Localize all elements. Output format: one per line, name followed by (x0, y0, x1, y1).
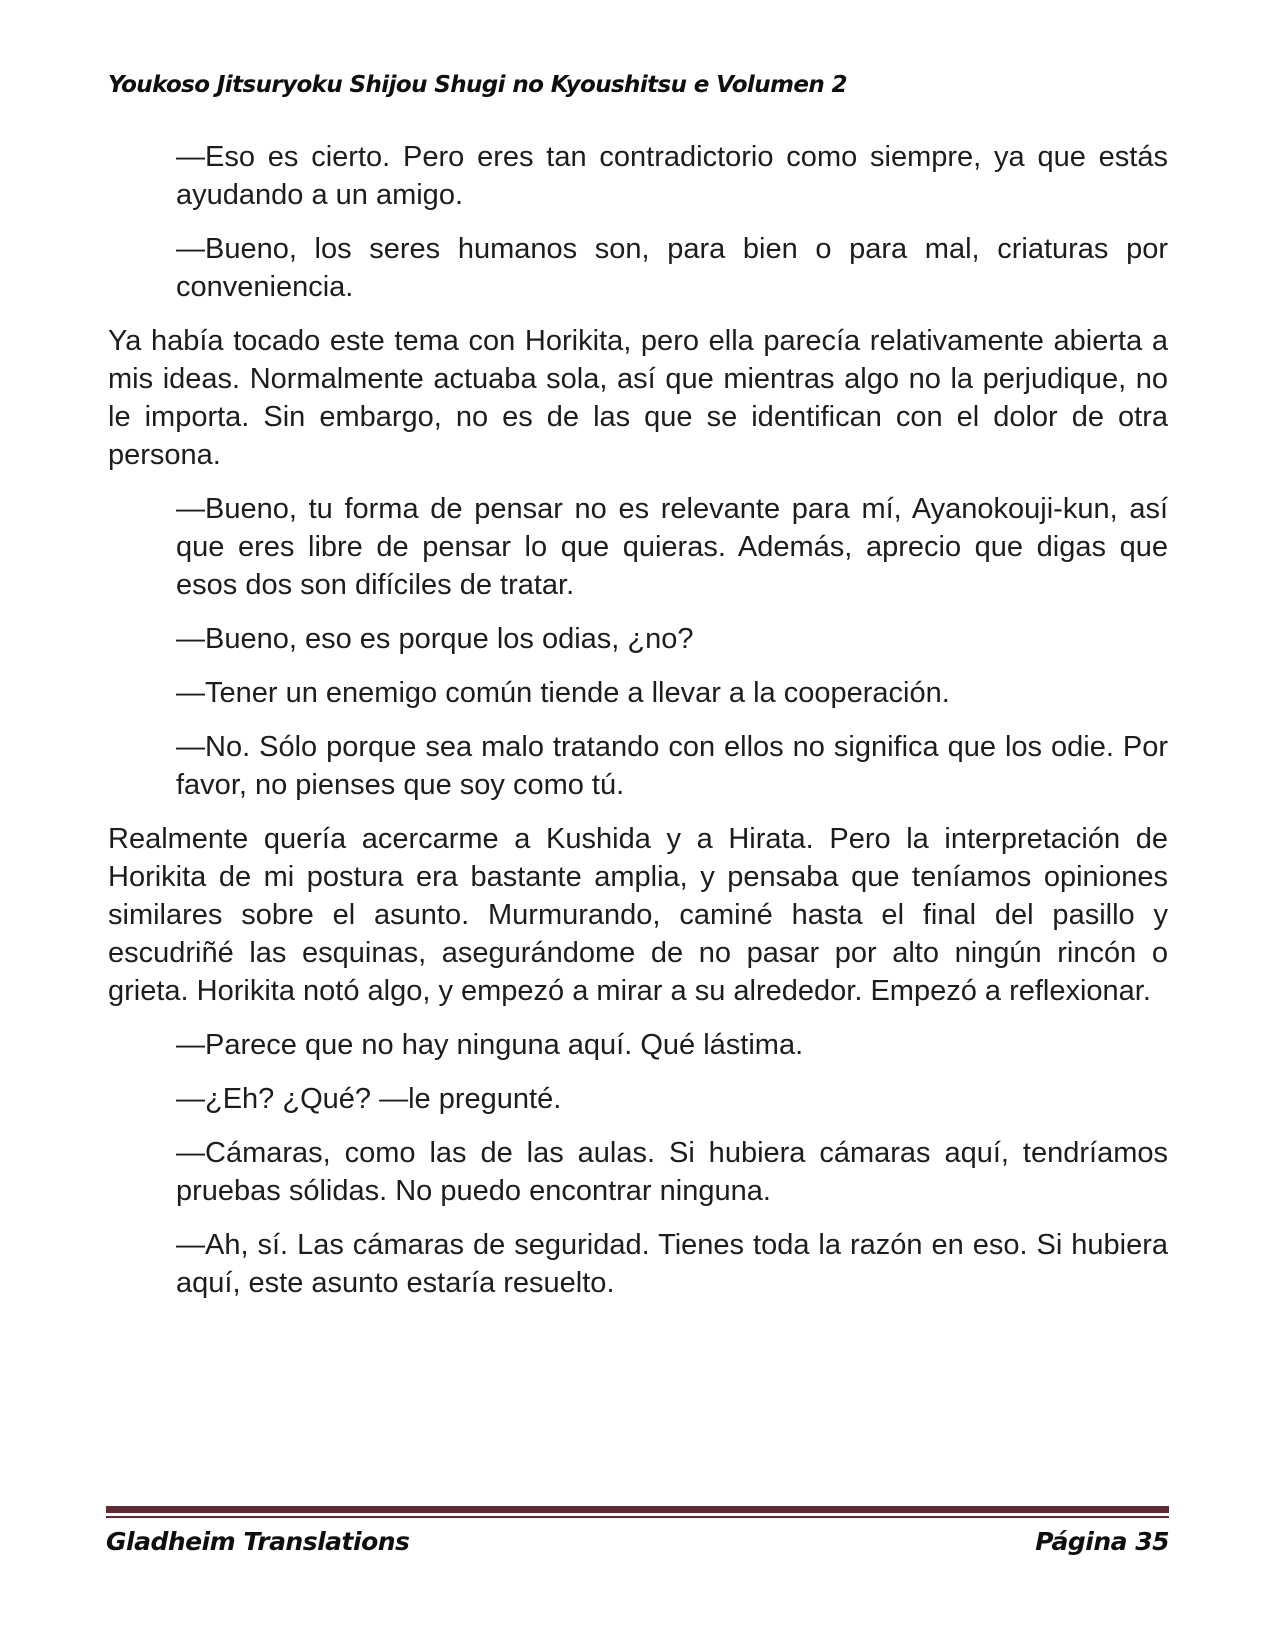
paragraph-dialogue-2: —Bueno, los seres humanos son, para bien o para mal, criaturas por conveniencia. (176, 233, 1168, 303)
footer-rule-thin (106, 1516, 1169, 1518)
page-body-text (108, 138, 1168, 1302)
paragraph-narrative-2: Realmente quería acercarme a Kushida y a Hirata. Pero la interpretación de Horikita de mi postura era bastante amplia, y pensaba que teníamos opiniones similares sobre el asunto. Murmurando, caminé hasta el final del pasillo y escudriñé las esquinas, asegurándome de no pasar por alto ningún rincón o grieta. Horikita notó algo, y empezó a mirar a su alrededor. Empezó a reflexionar. (108, 823, 1168, 1007)
paragraph-narrative-1: Ya había tocado este tema con Horikita, pero ella parecía relativamente abierta a mis ideas. Normalmente actuaba sola, así que mientras algo no la perjudique, no le importa. Sin embargo, no es de las que se identifican con el dolor de otra persona. (108, 325, 1168, 471)
paragraph-dialogue-7: —Parece que no hay ninguna aquí. Qué lástima. (176, 1029, 804, 1061)
paragraph-dialogue-4: —Bueno, eso es porque los odias, ¿no? (176, 623, 694, 655)
translator-credit: Gladheim Translations (106, 1527, 410, 1556)
page-number: Página 35 (1035, 1527, 1169, 1556)
paragraph-dialogue-9: —Cámaras, como las de las aulas. Si hubiera cámaras aquí, tendríamos pruebas sólidas. No puedo encontrar ninguna. (176, 1137, 1168, 1207)
page-footer (106, 1506, 1169, 1556)
page-header (108, 72, 1167, 98)
paragraph-dialogue-10: —Ah, sí. Las cámaras de seguridad. Tienes toda la razón en eso. Si hubiera aquí, este asunto estaría resuelto. (176, 1229, 1168, 1299)
paragraph-dialogue-8: —¿Eh? ¿Qué? —le pregunté. (176, 1083, 562, 1115)
paragraph-dialogue-6: —No. Sólo porque sea malo tratando con ellos no significa que los odie. Por favor, no pienses que soy como tú. (176, 731, 1168, 801)
paragraph-dialogue-5: —Tener un enemigo común tiende a llevar a la cooperación. (176, 677, 950, 709)
paragraph-dialogue-3: —Bueno, tu forma de pensar no es relevante para mí, Ayanokouji-kun, así que eres libre de pensar lo que quieras. Además, aprecio que digas que esos dos son difíciles de tratar. (176, 493, 1168, 601)
footer-rule-thick (106, 1506, 1169, 1513)
footer-row (106, 1527, 1169, 1556)
paragraph-dialogue-1: —Eso es cierto. Pero eres tan contradictorio como siempre, ya que estás ayudando a un amigo. (176, 141, 1168, 211)
running-header-title: Youkoso Jitsuryoku Shijou Shugi no Kyoushitsu e Volumen 2 (108, 72, 847, 98)
